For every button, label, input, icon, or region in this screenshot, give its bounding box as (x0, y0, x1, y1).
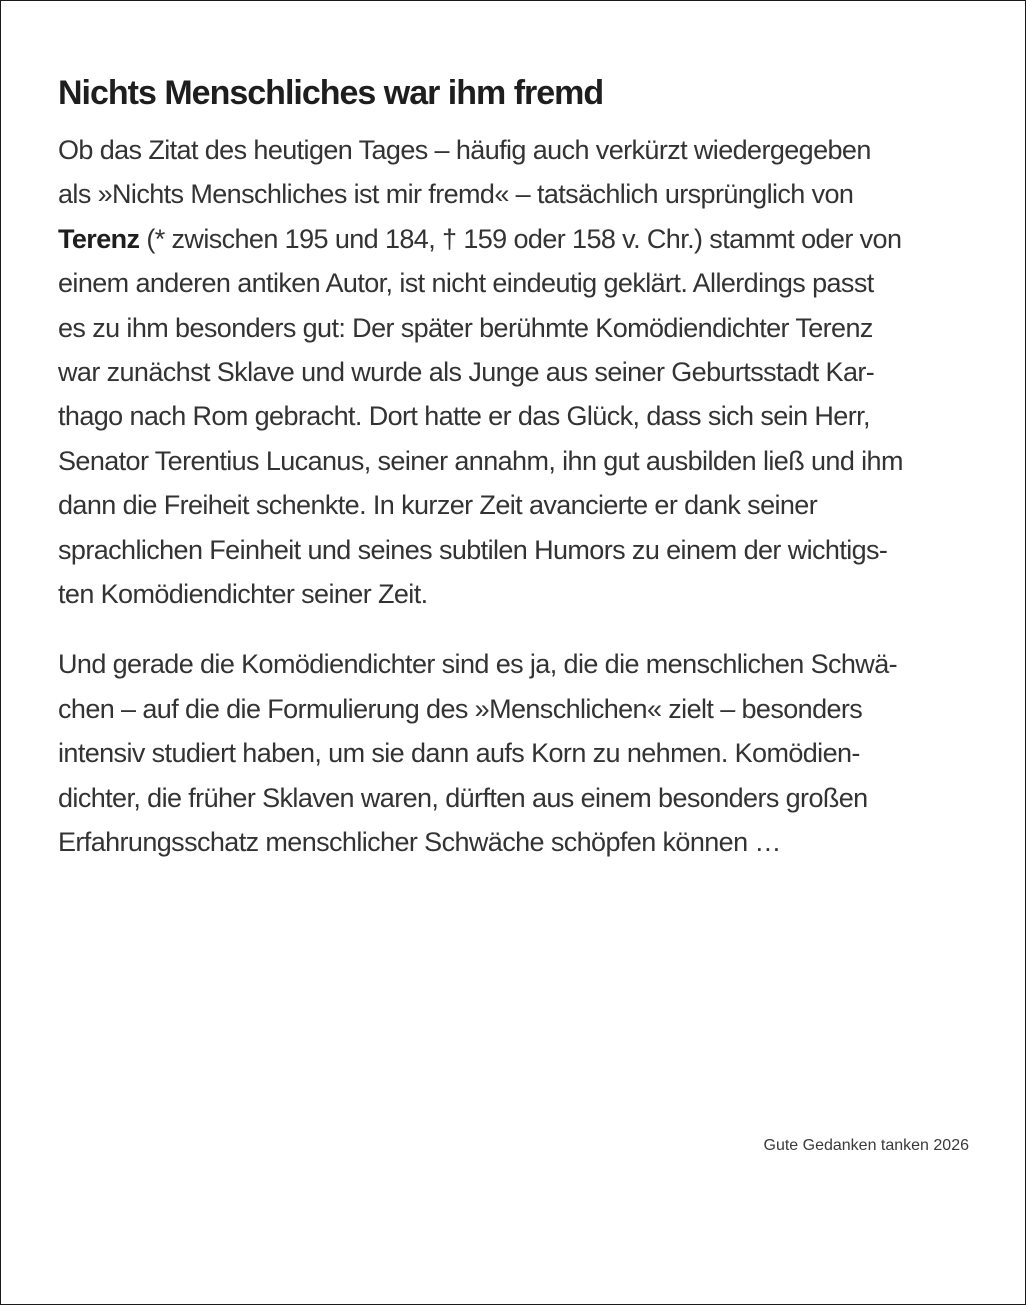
text-line: intensiv studiert haben, um sie dann aufs Korn zu nehmen. Komödien- (58, 738, 860, 769)
paragraph-2 (58, 642, 978, 864)
text-line: Ob das Zitat des heutigen Tages – häufig auch verkürzt wiedergegeben (58, 135, 871, 165)
text-line: Senator Terentius Lucanus, seiner annahm, ihn gut ausbilden ließ und ihm (58, 445, 903, 476)
text-line: thago nach Rom gebracht. Dort hatte er das Glück, dass sich sein Herr, (58, 401, 870, 432)
text-span: (* zwischen 195 und 184, † 159 oder 158 v. Chr.) stammt oder von (139, 223, 902, 254)
text-line: sprachlichen Feinheit und seines subtilen Humors zu einem der wichtigs- (58, 534, 888, 565)
footer-label: Gute Gedanken tanken 2026 (763, 1137, 969, 1154)
text-line: chen – auf die die Formulierung des »Menschlichen« zielt – besonders (58, 693, 863, 724)
text-line: Erfahrungsschatz menschlicher Schwäche schöpfen können … (58, 827, 781, 858)
text-line: als »Nichts Menschliches ist mir fremd« – tatsächlich ursprünglich von (58, 179, 854, 210)
text-line: ten Komödiendichter seiner Zeit. (58, 579, 428, 610)
text-line: dann die Freiheit schenkte. In kurzer Zeit avancierte er dank seiner (58, 490, 818, 521)
text-line (58, 217, 978, 261)
text-line: dichter, die früher Sklaven waren, dürften aus einem besonders großen (58, 782, 868, 813)
article (58, 67, 978, 865)
page-title: Nichts Menschliches war ihm fremd (58, 74, 604, 112)
paragraph-1 (58, 128, 978, 616)
author-name: Terenz (58, 223, 140, 254)
text-line: Und gerade die Komödiendichter sind es ja, die die menschlichen Schwä- (58, 649, 898, 680)
text-line: war zunächst Sklave und wurde als Junge aus seiner Geburtsstadt Kar- (58, 357, 875, 388)
text-line: es zu ihm besonders gut: Der später berühmte Komödiendichter Terenz (58, 312, 873, 343)
text-line: einem anderen antiken Autor, ist nicht eindeutig geklärt. Allerdings passt (58, 268, 874, 299)
